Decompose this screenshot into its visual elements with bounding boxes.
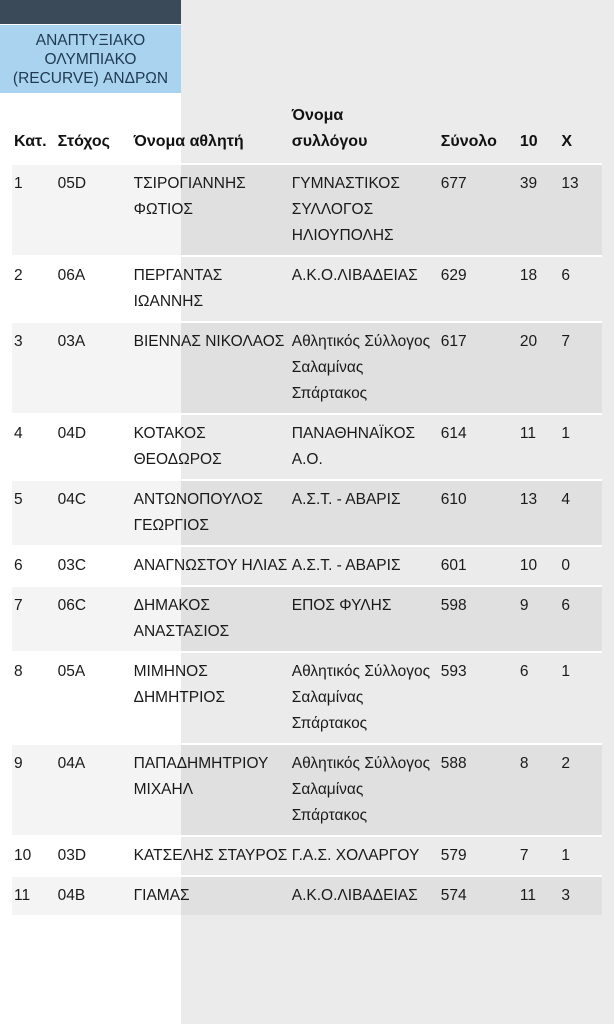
cell-rank: 9 [12,744,58,836]
table-row [12,480,602,546]
cell-target: 05D [58,164,134,256]
cell-tens: 20 [520,322,562,414]
header-x: X [561,133,573,150]
results-body [12,164,602,915]
cell-x: 4 [561,480,602,546]
table-row [12,744,602,836]
table-row [12,876,602,915]
cell-target: 05A [57,663,86,680]
cell-x: 3 [561,876,602,915]
cell-total: 617 [441,322,520,414]
table-row [12,836,602,876]
cell-athlete-name: ΤΣΙΡΟΓΙΑΝΝΗΣ ΦΩΤΙΟΣ [134,164,292,256]
header-club [292,103,441,164]
cell-club: Α.Σ.Τ. - ΑΒΑΡΙΣ [291,557,401,574]
cell-target: 04A [58,744,134,836]
cell-target: 04C [58,480,134,546]
cell-club: Αθλητικός Σύλλογος Σαλαμίνας Σπάρτακος [291,663,431,732]
cell-x: 1 [561,425,571,442]
cell-total: 614 [440,425,467,442]
cell-target: 03D [57,847,87,864]
cell-club: ΠΑΝΑΘΗΝΑΪΚΟΣ Α.Ο. [291,425,416,468]
cell-athlete-name: ΚΑΤΣΕΛΗΣ ΣΤΑΥΡΟΣ [133,847,288,864]
cell-x: 6 [561,586,602,652]
cell-rank: 7 [12,586,58,652]
cell-tens: 6 [519,663,529,680]
table-row [12,414,602,480]
cell-tens: 10 [519,557,538,574]
cell-total: 574 [441,876,520,915]
results-table [12,103,602,915]
cell-x: 6 [561,267,571,284]
cell-athlete-name: ΜΙΜΗΝΟΣ ΔΗΜΗΤΡΙΟΣ [133,663,226,706]
cell-x: 2 [561,744,602,836]
header-club-line-1: Όνομα [291,107,344,124]
cell-athlete-name: ΓΙΑΜΑΣ [134,876,292,915]
cell-tens: 11 [519,425,536,442]
header-total: Σύνολο [440,133,497,150]
cell-club: Α.Κ.Ο.ΛΙΒΑΔΕΙΑΣ [292,876,441,915]
table-row [12,322,602,414]
cell-rank: 11 [12,876,58,915]
cell-rank: 10 [14,847,32,864]
header-athlete: Όνομα αθλητή [133,133,244,150]
header-tens: 10 [519,133,538,150]
table-row [12,256,602,322]
cell-rank: 5 [12,480,58,546]
cell-rank: 4 [14,425,23,442]
header-rank: Κατ. [14,133,47,150]
cell-x: 0 [561,557,571,574]
cell-athlete-name: ΑΝΑΓΝΩΣΤΟΥ ΗΛΙΑΣ [133,557,288,574]
table-row [12,164,602,256]
cell-total: 588 [441,744,520,836]
cell-x: 1 [561,663,571,680]
cell-target: 06C [58,586,134,652]
header-club-line-2: συλλόγου [291,133,368,150]
cell-rank: 6 [14,557,23,574]
cell-athlete-name: ΚΟΤΑΚΟΣ ΘΕΟΔΩΡΟΣ [133,425,222,468]
cell-club: ΓΥΜΝΑΣΤΙΚΟΣ ΣΥΛΛΟΓΟΣ ΗΛΙΟΥΠΟΛΗΣ [292,164,441,256]
top-bar [0,0,181,24]
cell-x: 1 [561,847,571,864]
cell-rank: 1 [12,164,58,256]
cell-target: 03C [57,557,87,574]
cell-tens: 7 [519,847,529,864]
category-title [0,25,181,93]
header-row [12,103,602,164]
cell-total: 601 [440,557,467,574]
cell-target: 04B [58,876,134,915]
table-row [12,586,602,652]
cell-athlete-name: ΠΕΡΓΑΝΤΑΣ ΙΩΑΝΝΗΣ [133,267,223,310]
cell-total: 610 [441,480,520,546]
cell-athlete-name: ΔΗΜΑΚΟΣ ΑΝΑΣΤΑΣΙΟΣ [134,586,292,652]
table-row [12,546,602,586]
cell-club: Αθλητικός Σύλλογος Σαλαμίνας Σπάρτακος [292,744,441,836]
cell-tens: 13 [520,480,562,546]
cell-club: Α.Σ.Τ. - ΑΒΑΡΙΣ [292,480,441,546]
table-row [12,652,602,744]
cell-rank: 2 [14,267,23,284]
cell-x: 7 [561,322,602,414]
category-line-2: ΟΛΥΜΠΙΑΚΟ [44,50,137,68]
cell-athlete-name: ΒΙΕΝΝΑΣ ΝΙΚΟΛΑΟΣ [134,322,292,414]
cell-rank: 8 [14,663,23,680]
cell-rank: 3 [12,322,58,414]
cell-target: 03A [58,322,134,414]
cell-athlete-name: ΑΝΤΩΝΟΠΟΥΛΟΣ ΓΕΩΡΓΙΟΣ [134,480,292,546]
cell-club: Α.Κ.Ο.ΛΙΒΑΔΕΙΑΣ [291,267,418,284]
cell-target: 04D [57,425,87,442]
cell-total: 629 [440,267,467,284]
cell-club: Γ.Α.Σ. ΧΟΛΑΡΓΟΥ [291,847,420,864]
cell-tens: 39 [520,164,562,256]
cell-tens: 9 [520,586,562,652]
cell-total: 598 [441,586,520,652]
cell-athlete-name: ΠΑΠΑΔΗΜΗΤΡΙΟΥ ΜΙΧΑΗΛ [134,744,292,836]
cell-tens: 11 [520,876,562,915]
cell-club: ΕΠΟΣ ΦΥΛΗΣ [292,586,441,652]
cell-total: 593 [440,663,467,680]
cell-total: 579 [440,847,467,864]
category-line-1: ΑΝΑΠΤΥΞΙΑΚΟ [35,31,146,49]
cell-tens: 8 [520,744,562,836]
header-target: Στόχος [57,133,110,150]
category-line-3: (RECURVE) ΑΝΔΡΩΝ [12,69,169,87]
cell-target: 06A [57,267,86,284]
cell-tens: 18 [519,267,538,284]
cell-total: 677 [441,164,520,256]
cell-club: Αθλητικός Σύλλογος Σαλαμίνας Σπάρτακος [292,322,441,414]
cell-x: 13 [561,164,602,256]
